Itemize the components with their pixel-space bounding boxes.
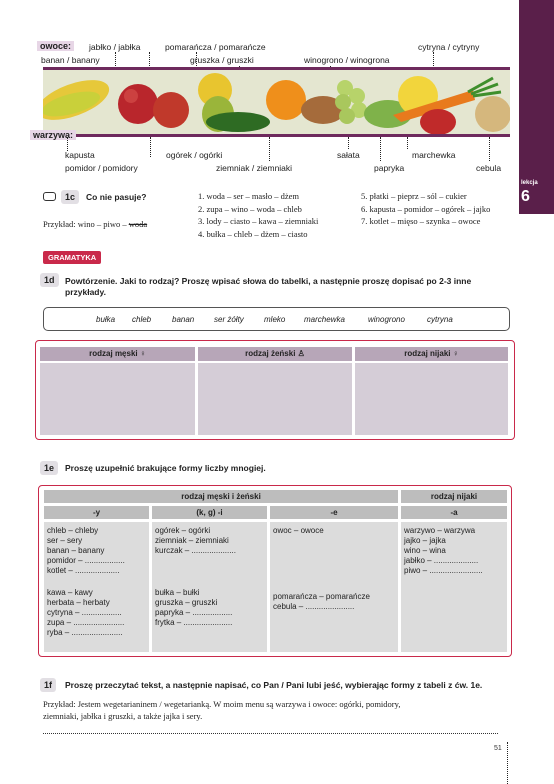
gender-cell-neuter[interactable]: [355, 363, 508, 435]
list-item[interactable]: kurczak – ....................: [155, 546, 236, 555]
struck-word: woda: [128, 219, 148, 229]
fruit-label: banan / banany: [41, 55, 100, 65]
leader-line: [269, 137, 270, 161]
gender-header-neuter: rodzaj nijaki ♀: [355, 347, 508, 361]
subheader-i: (k, g) -i: [152, 506, 267, 519]
fruit-label: winogrono / winogrona: [304, 55, 390, 65]
column-a-list: [404, 526, 483, 576]
produce-photo-banner: [43, 67, 510, 137]
vegetable-label: pomidor / pomidory: [65, 163, 138, 173]
subheader-y: -y: [44, 506, 149, 519]
word-bank-item: mleko: [264, 315, 286, 324]
vegetable-label: marchewka: [412, 150, 456, 160]
vegetable-label: ogórek / ogórki: [166, 150, 223, 160]
list-item[interactable]: jabłko – ....................: [404, 556, 479, 565]
subheader-a: -a: [401, 506, 507, 519]
word-bank-item: ser żółty: [214, 315, 244, 324]
vegetables-category-label: warzywa:: [30, 130, 76, 140]
list-item: banan – banany: [47, 546, 105, 555]
list-item[interactable]: ryba – .......................: [47, 628, 123, 637]
chapter-tab-number: 6: [521, 188, 530, 205]
fruit-label: pomarańcza / pomarańcze: [165, 42, 266, 52]
example-line: Przykład: Jestem wegetarianinem / wegetarianką. W moim menu są warzywa i owoce: ogórki, pomidory,: [43, 699, 401, 709]
answer-line[interactable]: [43, 733, 498, 734]
column-e-list: [273, 592, 370, 612]
list-item: 1. woda – ser – masło – dżem: [198, 191, 300, 201]
column-i-list: [155, 526, 236, 628]
produce-illustration: [43, 70, 510, 134]
vegetable-label: cebula: [476, 163, 502, 173]
list-item: kawa – kawy: [47, 588, 93, 597]
example-line: ziemniaki, jabłka i gruszki, a także jajka i sery.: [43, 711, 203, 721]
gender-cell-masculine[interactable]: [40, 363, 195, 435]
exercise-title: Co nie pasuje?: [86, 192, 147, 202]
word-bank-item: winogrono: [368, 315, 405, 324]
list-item: herbata – herbaty: [47, 598, 110, 607]
list-item: owoc – owoce: [273, 526, 324, 535]
leader-line: [380, 137, 381, 161]
leader-line: [407, 137, 408, 149]
list-item: 5. płatki – pieprz – sól – cukier: [361, 191, 467, 201]
leader-line: [67, 137, 68, 151]
list-item: pomarańcza – pomarańcze: [273, 592, 370, 601]
exercise-list-col1: [198, 190, 318, 240]
page-number: 51: [494, 745, 502, 752]
listening-icon: [43, 192, 56, 201]
list-spacer: [47, 576, 125, 588]
list-item: chleb – chleby: [47, 526, 99, 535]
list-spacer: [155, 576, 236, 588]
exercise-number: 1f: [40, 678, 56, 692]
gender-cell-feminine[interactable]: [198, 363, 352, 435]
list-item: jajko – jajka: [404, 536, 446, 545]
column-y-list: [47, 526, 125, 638]
gender-header-feminine: rodzaj żeński ♙: [198, 347, 352, 361]
fruit-label: cytryna / cytryny: [418, 42, 480, 52]
fruits-category-label: owoce:: [37, 41, 74, 51]
list-item: ser – sery: [47, 536, 83, 545]
exercise-list-col2: [361, 190, 490, 228]
exercise-instruction: Proszę przeczytać tekst, a następnie napisać, co Pan / Pani lubi jeść, wybierając formy z tabeli z ćw. 1e.: [65, 680, 483, 690]
list-item: ogórek – ogórki: [155, 526, 211, 535]
leader-line: [348, 137, 349, 149]
list-item[interactable]: kotlet – ....................: [47, 566, 120, 575]
list-item: wino – wina: [404, 546, 446, 555]
leader-line: [150, 137, 151, 157]
leader-line: [489, 137, 490, 161]
word-bank-item: cytryna: [427, 315, 453, 324]
gender-header-masculine: rodzaj męski ♀: [40, 347, 195, 361]
example-paragraph: [43, 698, 400, 722]
group-header-n: rodzaj nijaki: [401, 490, 507, 503]
chapter-tab-label: lekcja: [521, 180, 538, 186]
page-edge-marker: [507, 742, 508, 784]
word-bank-item: chleb: [132, 315, 152, 324]
exercise-instruction: Proszę uzupełnić brakujące formy liczby mnogiej.: [65, 463, 266, 473]
exercise-number: 1e: [40, 461, 58, 475]
list-item[interactable]: frytka – ......................: [155, 618, 233, 627]
list-item: 7. kotlet – mięso – szynka – owoce: [361, 216, 481, 226]
list-item[interactable]: cytryna – ..................: [47, 608, 122, 617]
subheader-e: -e: [270, 506, 398, 519]
grammar-badge: GRAMATYKA: [43, 251, 101, 264]
list-spacer: [155, 566, 236, 576]
list-item: 3. lody – ciasto – kawa – ziemniaki: [198, 216, 319, 226]
vegetable-label: kapusta: [65, 150, 95, 160]
list-item[interactable]: zupa – .......................: [47, 618, 125, 627]
vegetable-label: papryka: [374, 163, 405, 173]
word-bank-item: bułka: [96, 315, 116, 324]
word-bank-item: marchewka: [304, 315, 345, 324]
fruit-label: jabłko / jabłka: [89, 42, 141, 52]
fruit-label: gruszka / gruszki: [190, 55, 254, 65]
list-item: warzywo – warzywa: [404, 526, 476, 535]
list-item: ziemniak – ziemniaki: [155, 536, 229, 545]
list-item[interactable]: piwo – ........................: [404, 566, 483, 575]
exercise-number: 1d: [40, 273, 59, 287]
exercise-instruction: Powtórzenie. Jaki to rodzaj? Proszę wpisać słowa do tabelki, a następnie proszę dopisać po 2-3 inne przykłady.: [65, 276, 472, 297]
vegetable-label: sałata: [337, 150, 360, 160]
exercise-number: 1c: [61, 190, 79, 204]
list-item: bułka – bułki: [155, 588, 200, 597]
list-item: 6. kapusta – pomidor – ogórek – jajko: [361, 203, 491, 214]
list-item[interactable]: cebula – ......................: [273, 602, 355, 611]
list-item: 2. zupa – wino – woda – chleb: [198, 203, 302, 214]
list-spacer: [155, 556, 236, 566]
vegetable-label: ziemniak / ziemniaki: [216, 163, 293, 173]
word-bank-item: banan: [172, 315, 195, 324]
list-item[interactable]: pomidor – ..................: [47, 556, 125, 565]
example-text: Przykład: wino – piwo – woda: [43, 219, 148, 229]
column-e: [270, 522, 398, 652]
list-item: gruszka – gruszki: [155, 598, 218, 607]
group-header-mf: rodzaj męski i żeński: [44, 490, 398, 503]
list-item[interactable]: papryka – ..................: [155, 608, 233, 617]
list-item: 4. bułka – chleb – dżem – ciasto: [198, 228, 308, 239]
